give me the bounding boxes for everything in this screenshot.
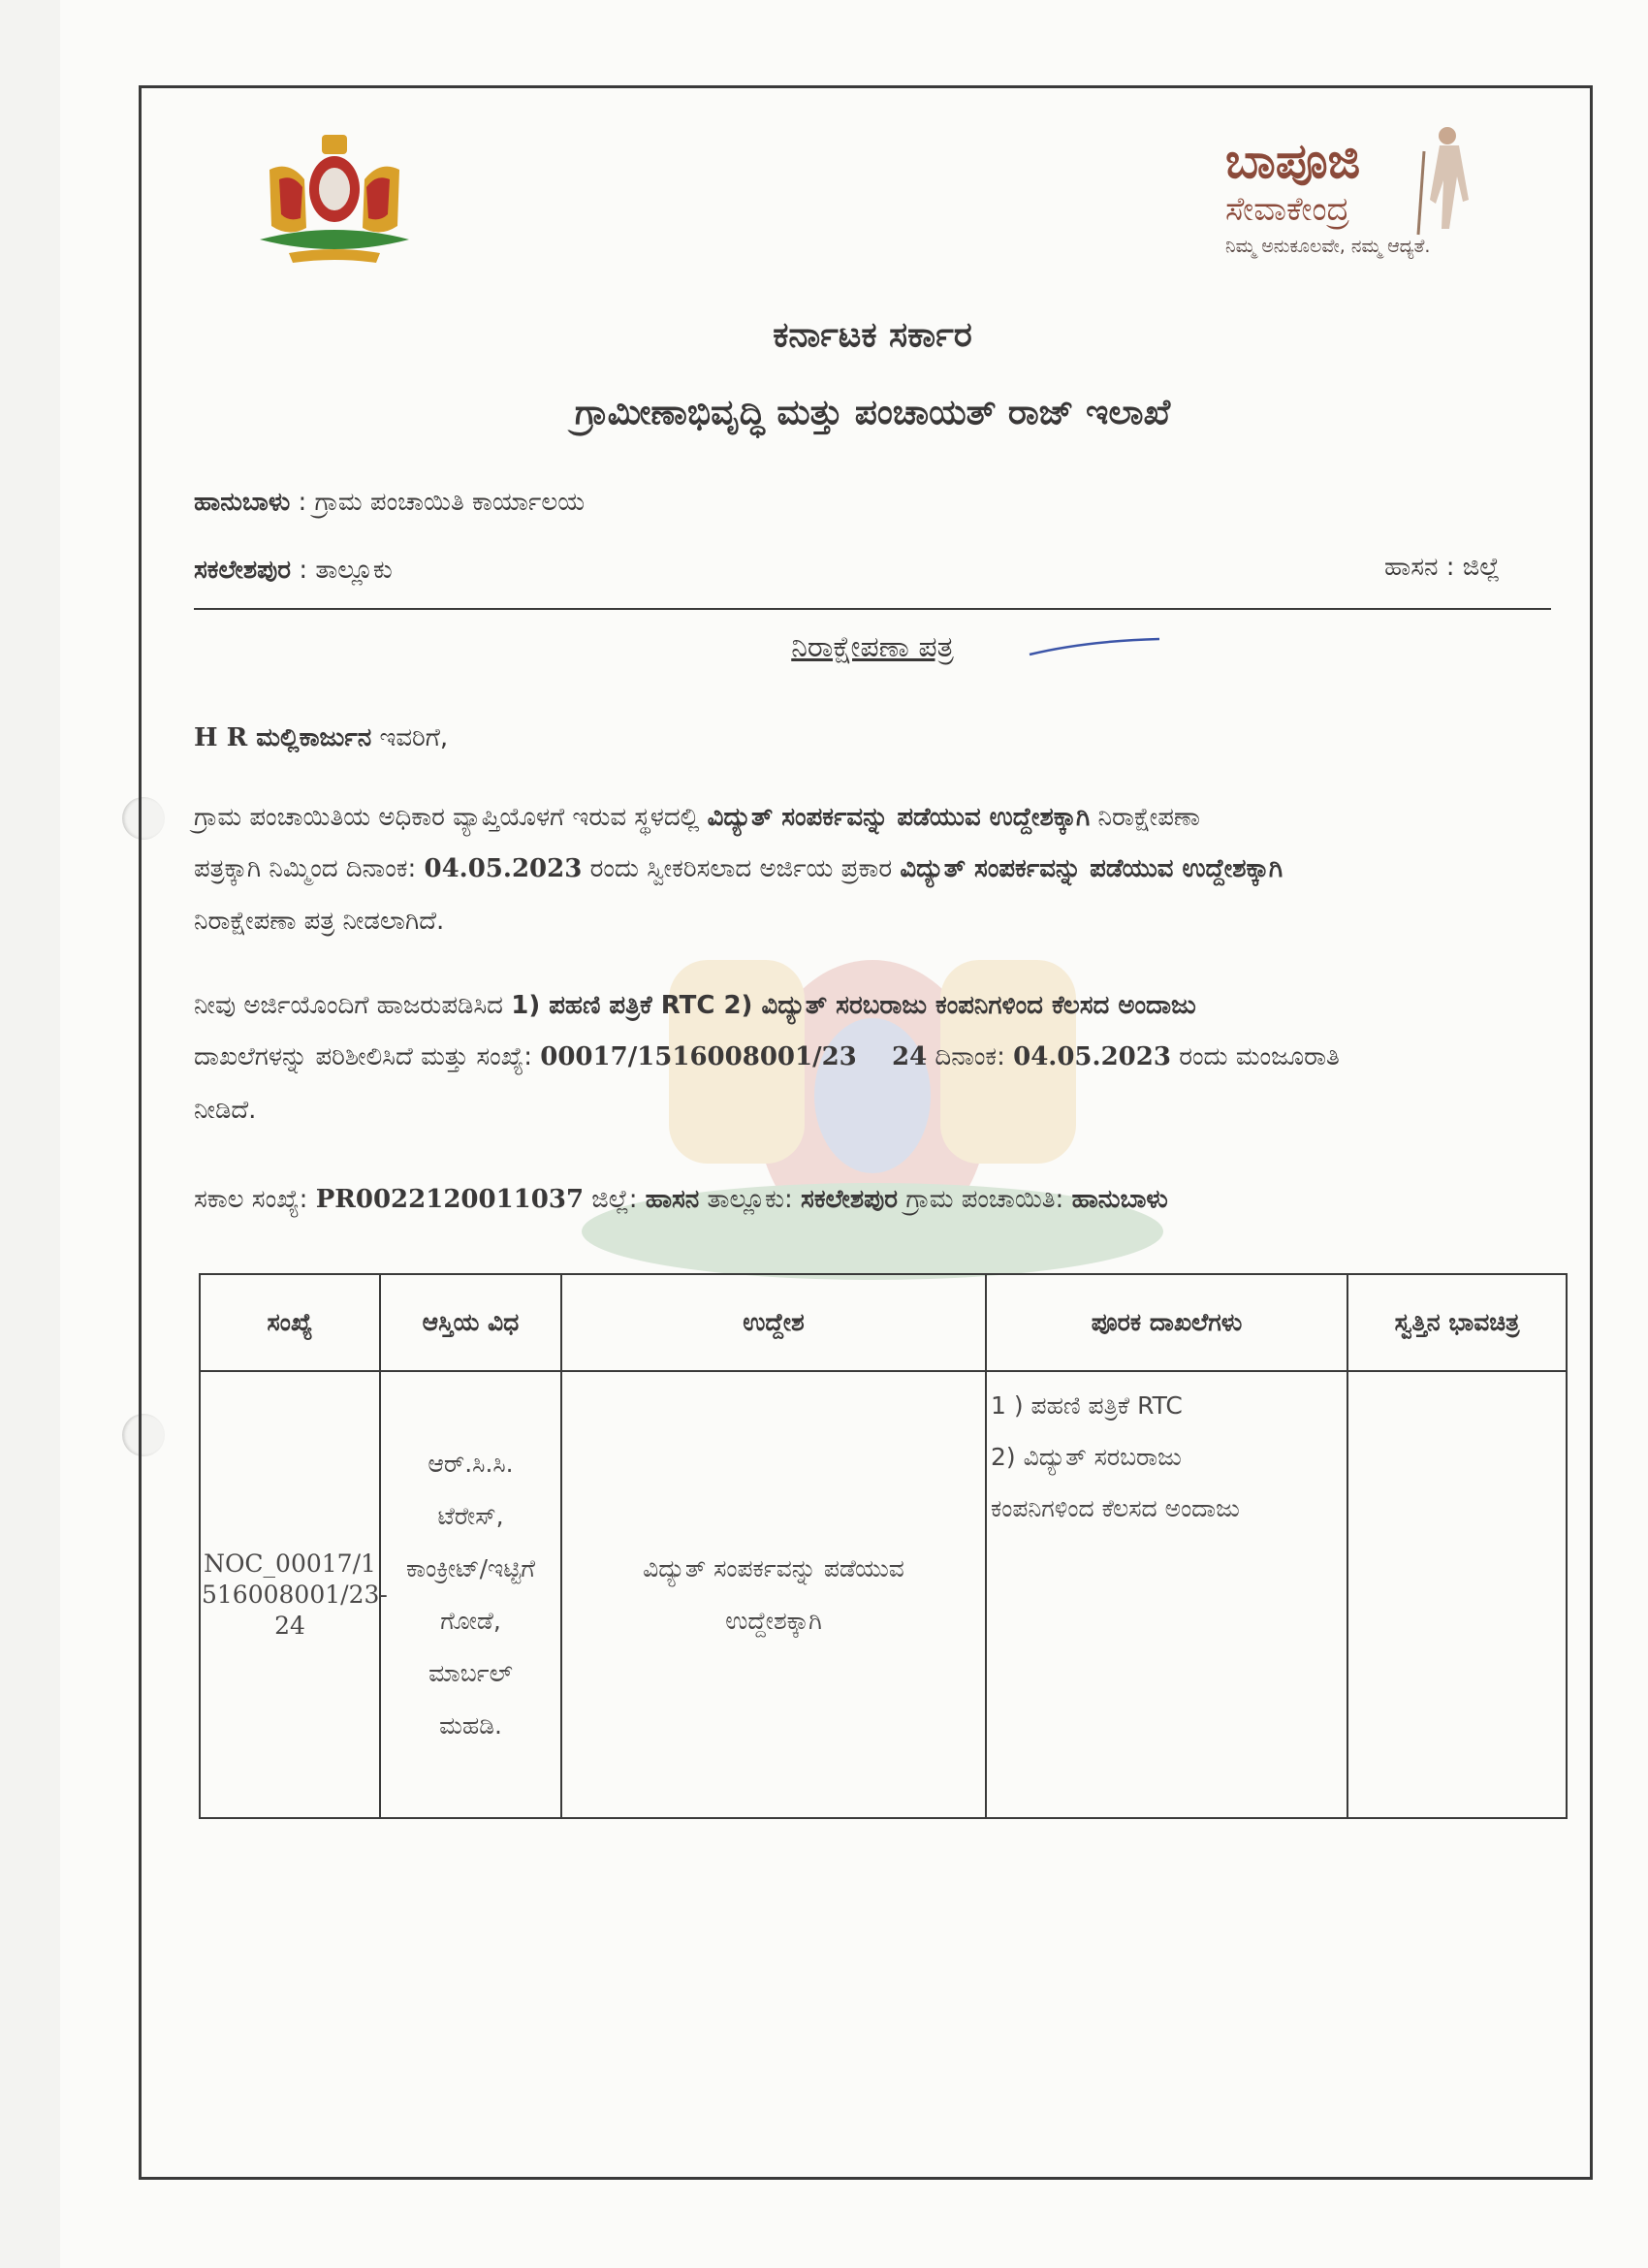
logo-tagline: ನಿಮ್ಮ ಅನುಕೂಲವೇ, ನಮ್ಮ ಆದ್ಯತೆ. (1225, 236, 1431, 257)
sakala-line: ಸಕಾಲ ಸಂಖ್ಯೆ: PR0022120011037 ಜಿಲ್ಲೆ: ಹಾಸನ ತಾಲ್ಲೂಕು: ಸಕಲೇಶಪುರ ಗ್ರಾಮ ಪಂಚಾಯಿತಿ: ಹಾನುಬಾಳು (194, 1185, 1168, 1214)
header-divider (194, 608, 1551, 610)
header-documents: ಪೂರಕ ದಾಖಲೆಗಳು (986, 1274, 1347, 1371)
para1-line2: ಪತ್ರಕ್ಕಾಗಿ ನಿಮ್ಮಿಂದ ದಿನಾಂಕ: 04.05.2023 ರಂದು ಸ್ವೀಕರಿಸಲಾದ ಅರ್ಜಿಯ ಪ್ರಕಾರ ವಿದ್ಯುತ್ ಸಂಪರ್ಕವನ್ನು ಪಡೆಯುವ ಉದ್ದೇಶಕ್ಕಾಗಿ (194, 854, 1284, 883)
cell-property-type: ಆರ್.ಸಿ.ಸಿ. ಟೆರೇಸ್, ಕಾಂಕ್ರೀಟ್/ಇಟ್ಟಿಗೆ ಗೋಡೆ, ಮಾರ್ಬಲ್ ಮಹಡಿ. (380, 1371, 561, 1818)
para2-line1: ನೀವು ಅರ್ಜಿಯೊಂದಿಗೆ ಹಾಜರುಪಡಿಸಿದ 1) ಪಹಣಿ ಪತ್ರಿಕೆ RTC 2) ವಿದ್ಯುತ್ ಸರಬರಾಜು ಕಂಪನಿಗಳಿಂದ ಕೆಲಸದ ಅಂದಾಜು (194, 991, 1196, 1020)
header-photo: ಸ್ವತ್ತಿನ ಭಾವಚಿತ್ರ (1347, 1274, 1567, 1371)
gandhi-figure-icon (1410, 122, 1488, 239)
logo-title: ಬಾಪೂಜಿ (1225, 133, 1361, 189)
pen-mark (1028, 635, 1163, 658)
government-heading: ಕರ್ನಾಟಕ ಸರ್ಕಾರ (773, 315, 972, 355)
table-header-row (200, 1274, 1567, 1371)
cell-photo (1347, 1371, 1567, 1818)
cell-purpose: ವಿದ್ಯುತ್ ಸಂಪರ್ಕವನ್ನು ಪಡೆಯುವ ಉದ್ದೇಶಕ್ಕಾಗಿ (561, 1371, 986, 1818)
header-purpose: ಉದ್ದೇಶ (561, 1274, 986, 1371)
district-line: ಹಾಸನ : ಜಿಲ್ಲೆ (1384, 553, 1501, 582)
office-line: ಹಾನುಬಾಳು : ಗ್ರಾಮ ಪಂಚಾಯಿತಿ ಕಾರ್ಯಾಲಯ (194, 488, 586, 517)
karnataka-emblem-icon (250, 131, 419, 267)
taluk-line: ಸಕಲೇಶಪುರ : ತಾಲ್ಲೂಕು (194, 556, 393, 585)
para1-line1: ಗ್ರಾಮ ಪಂಚಾಯಿತಿಯ ಅಧಿಕಾರ ವ್ಯಾಪ್ತಿಯೊಳಗೆ ಇರುವ ಸ್ಥಳದಲ್ಲಿ ವಿದ್ಯುತ್ ಸಂಪರ್ಕವನ್ನು ಪಡೆಯುವ ಉದ್ದೇಶಕ್ಕಾಗಿ ನಿರಾಕ್ಷೇಪಣಾ (194, 803, 1200, 832)
cell-number: NOC_00017/1 516008001/23- 24 (200, 1371, 380, 1818)
noc-table (199, 1273, 1568, 1819)
table-row (200, 1371, 1567, 1818)
para2-line3: ನೀಡಿದೆ. (194, 1096, 257, 1125)
logo-subtitle: ಸೇವಾಕೇಂದ್ರ (1225, 190, 1350, 229)
header-property-type: ಆಸ್ತಿಯ ವಿಧ (380, 1274, 561, 1371)
para1-line3: ನಿರಾಕ್ಷೇಪಣಾ ಪತ್ರ ನೀಡಲಾಗಿದೆ. (194, 907, 445, 936)
header-number: ಸಂಖ್ಯೆ (200, 1274, 380, 1371)
document-title: ನಿರಾಕ್ಷೇಪಣಾ ಪತ್ರ (791, 630, 954, 664)
recipient-line: H R ಮಲ್ಲಿಕಾರ್ಜುನ ಇವರಿಗೆ, (194, 723, 449, 752)
cell-documents: 1 ) ಪಹಣಿ ಪತ್ರಿಕೆ RTC 2) ವಿದ್ಯುತ್ ಸರಬರಾಜು ಕಂಪನಿಗಳಿಂದ ಕೆಲಸದ ಅಂದಾಜು (986, 1371, 1347, 1818)
department-heading: ಗ್ರಾಮೀಣಾಭಿವೃದ್ಧಿ ಮತ್ತು ಪಂಚಾಯತ್ ರಾಜ್ ಇಲಾಖೆ (574, 393, 1171, 432)
para2-line2: ದಾಖಲೆಗಳನ್ನು ಪರಿಶೀಲಿಸಿದೆ ಮತ್ತು ಸಂಖ್ಯೆ: 00017/1516008001/23 24 ದಿನಾಂಕ: 04.05.2023 ರಂದು ಮಂಜೂರಾತಿ (194, 1042, 1340, 1071)
